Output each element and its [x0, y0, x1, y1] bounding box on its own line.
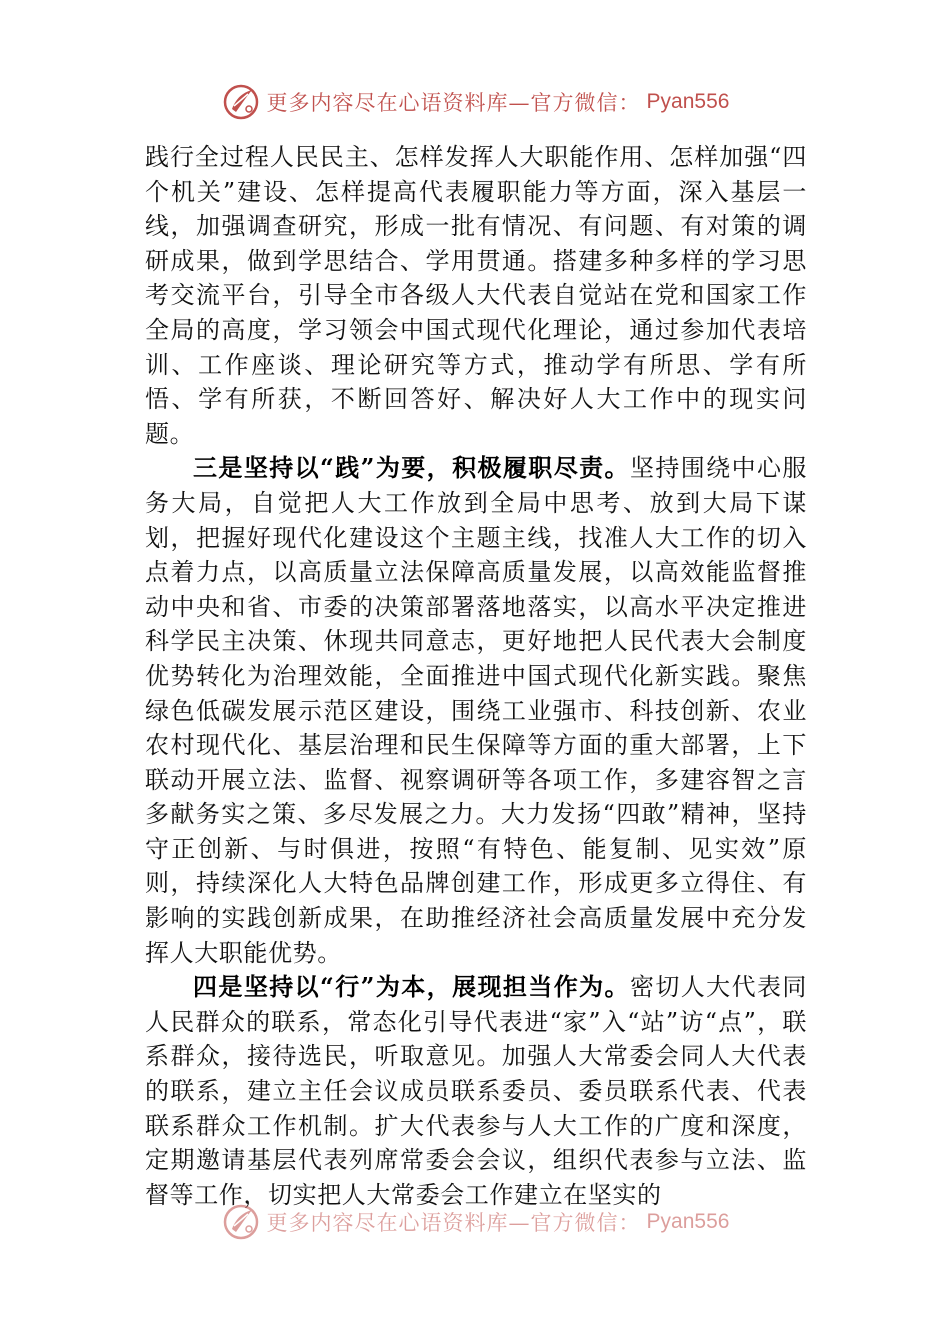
footer-watermark-text: 更多内容尽在心语资料库—官方微信：	[266, 1211, 641, 1235]
paragraph-1-body: 践行全过程人民民主、怎样发挥人大职能作用、怎样加强“四个机关”建设、怎样提高代表履职能力等方面，深入基层一线，加强调查研究，形成一批有情况、有问题、有对策的调研成果，做到学思结合、学用贯通。搭建多种多样的学习思考交流平台，引导全市各级人大代表自觉站在党和国家工作全局的高度，学习领会中国式现代化理论，通过参加代表培训、工作座谈、理论研究等方式，推动学有所思、学有所悟、学有所获，不断回答好、解决好人大工作中的现实问题。	[145, 143, 807, 448]
footer-watermark	[0, 1200, 950, 1244]
header-watermark-brand: Pyan556	[646, 90, 730, 113]
paragraph-3-lead: 四是坚持以“行”为本，展现担当作为。	[193, 972, 630, 1002]
paragraph-2-body: 坚持围绕中心服务大局，自觉把人大工作放到全局中思考、放到大局下谋划，把握好现代化建设这个主题主线，找准人大工作的切入点着力点，以高质量立法保障高质量发展，以高效能监督推动中央和省、市委的决策部署落地落实，以高水平决定推进科学民主决策、休现共同意志，更好地把人民代表大会制度优势转化为治理效能，全面推进中国式现代化新实践。聚焦绿色低碳发展示范区建设，围绕工业强市、科技创新、农业农村现代化、基层治理和民生保障等方面的重大部署，上下联动开展立法、监督、视察调研等各项工作，多建容智之言多献务实之策、多尽发展之力。大力发扬“四敢”精神，坚持守正创新、与时俱进，按照“有特色、能复制、见实效”原则，持续深化人大特色品牌创建工作，形成更多立得住、有影响的实践创新成果，在助推经济社会高质量发展中充分发挥人大职能优势。	[145, 454, 807, 967]
document-body	[145, 140, 807, 1216]
paragraph-2-lead: 三是坚持以“践”为要，积极履职尽责。	[193, 453, 630, 483]
header-watermark	[0, 80, 950, 124]
paragraph-1	[145, 140, 807, 451]
seal-logo-icon	[221, 82, 261, 122]
seal-logo-icon	[221, 1202, 261, 1242]
header-watermark-text: 更多内容尽在心语资料库—官方微信：	[266, 91, 641, 115]
paragraph-3-body: 密切人大代表同人民群众的联系，常态化引导代表进“家”入“站”访“点”，联系群众，接待选民，听取意见。加强人大常委会同人大代表的联系，建立主任会议成员联系委员、委员联系代表、代表联系群众工作机制。扩大代表参与人大工作的广度和深度，定期邀请基层代表列席常委会会议，组织代表参与立法、监督等工作，切实把人大常委会工作建立在坚实的	[145, 973, 807, 1209]
paragraph-2	[145, 451, 807, 970]
footer-watermark-brand: Pyan556	[646, 1210, 730, 1233]
paragraph-3	[145, 970, 807, 1212]
